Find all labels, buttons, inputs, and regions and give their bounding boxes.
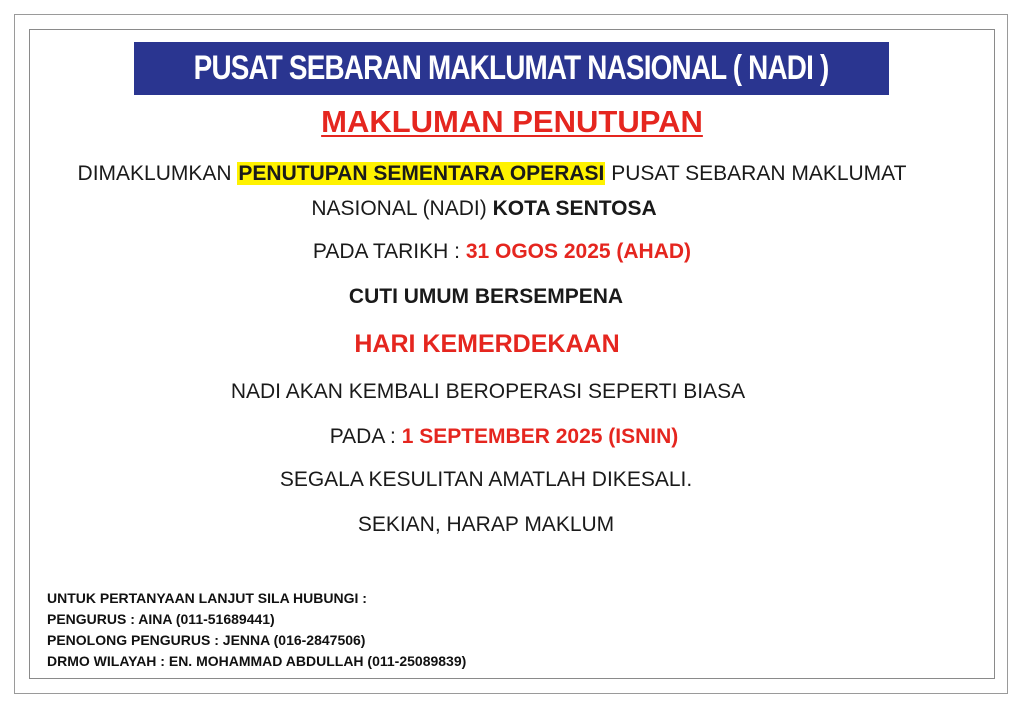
contact-intro: UNTUK PERTANYAAN LANJUT SILA HUBUNGI : (47, 590, 367, 606)
holiday-name: HARI KEMERDEKAAN (354, 330, 620, 358)
announcement-line-2 (0, 197, 996, 221)
banner-title (134, 42, 889, 95)
contact-drmo: DRMO WILAYAH : EN. MOHAMMAD ABDULLAH (011-25089839) (47, 653, 467, 669)
closure-highlight: PENUTUPAN SEMENTARA OPERASI (238, 162, 605, 185)
announcement-prefix: DIMAKLUMKAN (77, 162, 238, 185)
reopen-date-label: PADA : (329, 425, 402, 448)
banner-title-text: PUSAT SEBARAN MAKLUMAT NASIONAL ( NADI ) (194, 49, 829, 87)
notice-title: MAKLUMAN PENUTUPAN (321, 104, 703, 139)
contact-assistant-manager: PENOLONG PENGURUS : JENNA (016-2847506) (47, 632, 366, 648)
closure-date-label: PADA TARIKH : (312, 240, 466, 263)
announcement-line-1 (0, 162, 1004, 186)
announcement-suffix: PUSAT SEBARAN MAKLUMAT (605, 162, 907, 185)
centre-name: NASIONAL (NADI) (311, 197, 493, 220)
apology-line: SEGALA KESULITAN AMATLAH DIKESALI. (279, 468, 693, 491)
location-name: KOTA SENTOSA (492, 197, 657, 220)
reopen-date-line (0, 425, 1016, 449)
holiday-line: CUTI UMUM BERSEMPENA (348, 285, 624, 308)
closure-date-line (0, 240, 1014, 264)
contact-manager: PENGURUS : AINA (011-51689441) (47, 611, 275, 627)
closing-line: SEKIAN, HARAP MAKLUM (357, 513, 615, 536)
closure-date-value: 31 OGOS 2025 (AHAD) (465, 240, 692, 263)
reopen-date-value: 1 SEPTEMBER 2025 (ISNIN) (401, 425, 679, 448)
reopen-line: NADI AKAN KEMBALI BEROPERASI SEPERTI BIASA (230, 380, 746, 403)
contact-block (47, 588, 466, 672)
